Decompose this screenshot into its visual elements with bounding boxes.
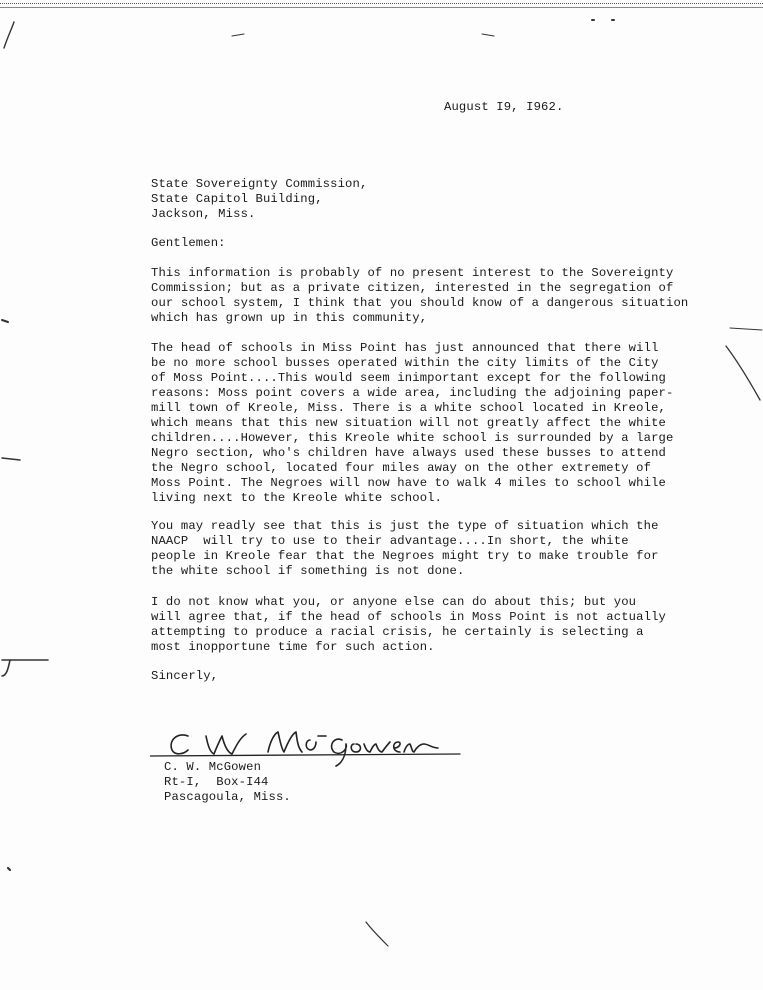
text-line: which means that this new situation will not greatly affect the white xyxy=(151,416,666,430)
text-line: Negro section, who's children have always used these busses to attend xyxy=(151,446,666,460)
text-line: reasons: Moss point covers a wide area, including the adjoining paper- xyxy=(151,386,674,400)
text-line: mill town of Kreole, Miss. There is a white school located in Kreole, xyxy=(151,401,666,415)
text-line: The head of schools in Miss Point has just announced that there will xyxy=(151,341,659,355)
salutation: Gentlemen: xyxy=(151,236,226,250)
closing: Sincerly, xyxy=(151,669,219,683)
recipient-line: State Capitol Building, xyxy=(151,192,323,206)
text-line: will agree that, if the head of schools in Moss Point is not actually xyxy=(151,610,666,624)
text-line: living next to the Kreole white school. xyxy=(151,491,443,505)
text-line: This information is probably of no present interest to the Sovereignty xyxy=(151,266,674,280)
sender-line: C. W. McGowen xyxy=(164,760,262,774)
text-line: of Moss Point....This would seem inimportant except for the following xyxy=(151,371,666,385)
text-line: attempting to produce a racial crisis, he certainly is selecting a xyxy=(151,625,644,639)
text-line: Moss Point. The Negroes will now have to walk 4 miles to school while xyxy=(151,476,666,490)
recipient-line: Jackson, Miss. xyxy=(151,207,256,221)
text-line: I do not know what you, or anyone else can do about this; but you xyxy=(151,595,637,609)
sender-line: Rt-I, Box-I44 xyxy=(164,775,269,789)
letter-date: August I9, I962. xyxy=(444,100,564,114)
recipient-line: State Sovereignty Commission, xyxy=(151,177,368,191)
sender-line: Pascagoula, Miss. xyxy=(164,790,291,804)
text-line: You may readly see that this is just the type of situation which the xyxy=(151,519,659,533)
text-line: Commission; but as a private citizen, interested in the segregation of xyxy=(151,281,674,295)
text-line: be no more school busses operated within the city limits of the City xyxy=(151,356,659,370)
text-line: NAACP will try to use to their advantage....In short, the white xyxy=(151,534,629,548)
text-line: our school system, I think that you should know of a dangerous situation xyxy=(151,296,689,310)
text-line: which has grown up in this community, xyxy=(151,311,428,325)
text-line: the Negro school, located four miles away on the other extremety of xyxy=(151,461,652,475)
text-line: most inopportune time for such action. xyxy=(151,640,435,654)
text-line: the white school if something is not done. xyxy=(151,564,465,578)
text-line: children....However, this Kreole white school is surrounded by a large xyxy=(151,431,674,445)
text-line: people in Kreole fear that the Negroes might try to make trouble for xyxy=(151,549,659,563)
